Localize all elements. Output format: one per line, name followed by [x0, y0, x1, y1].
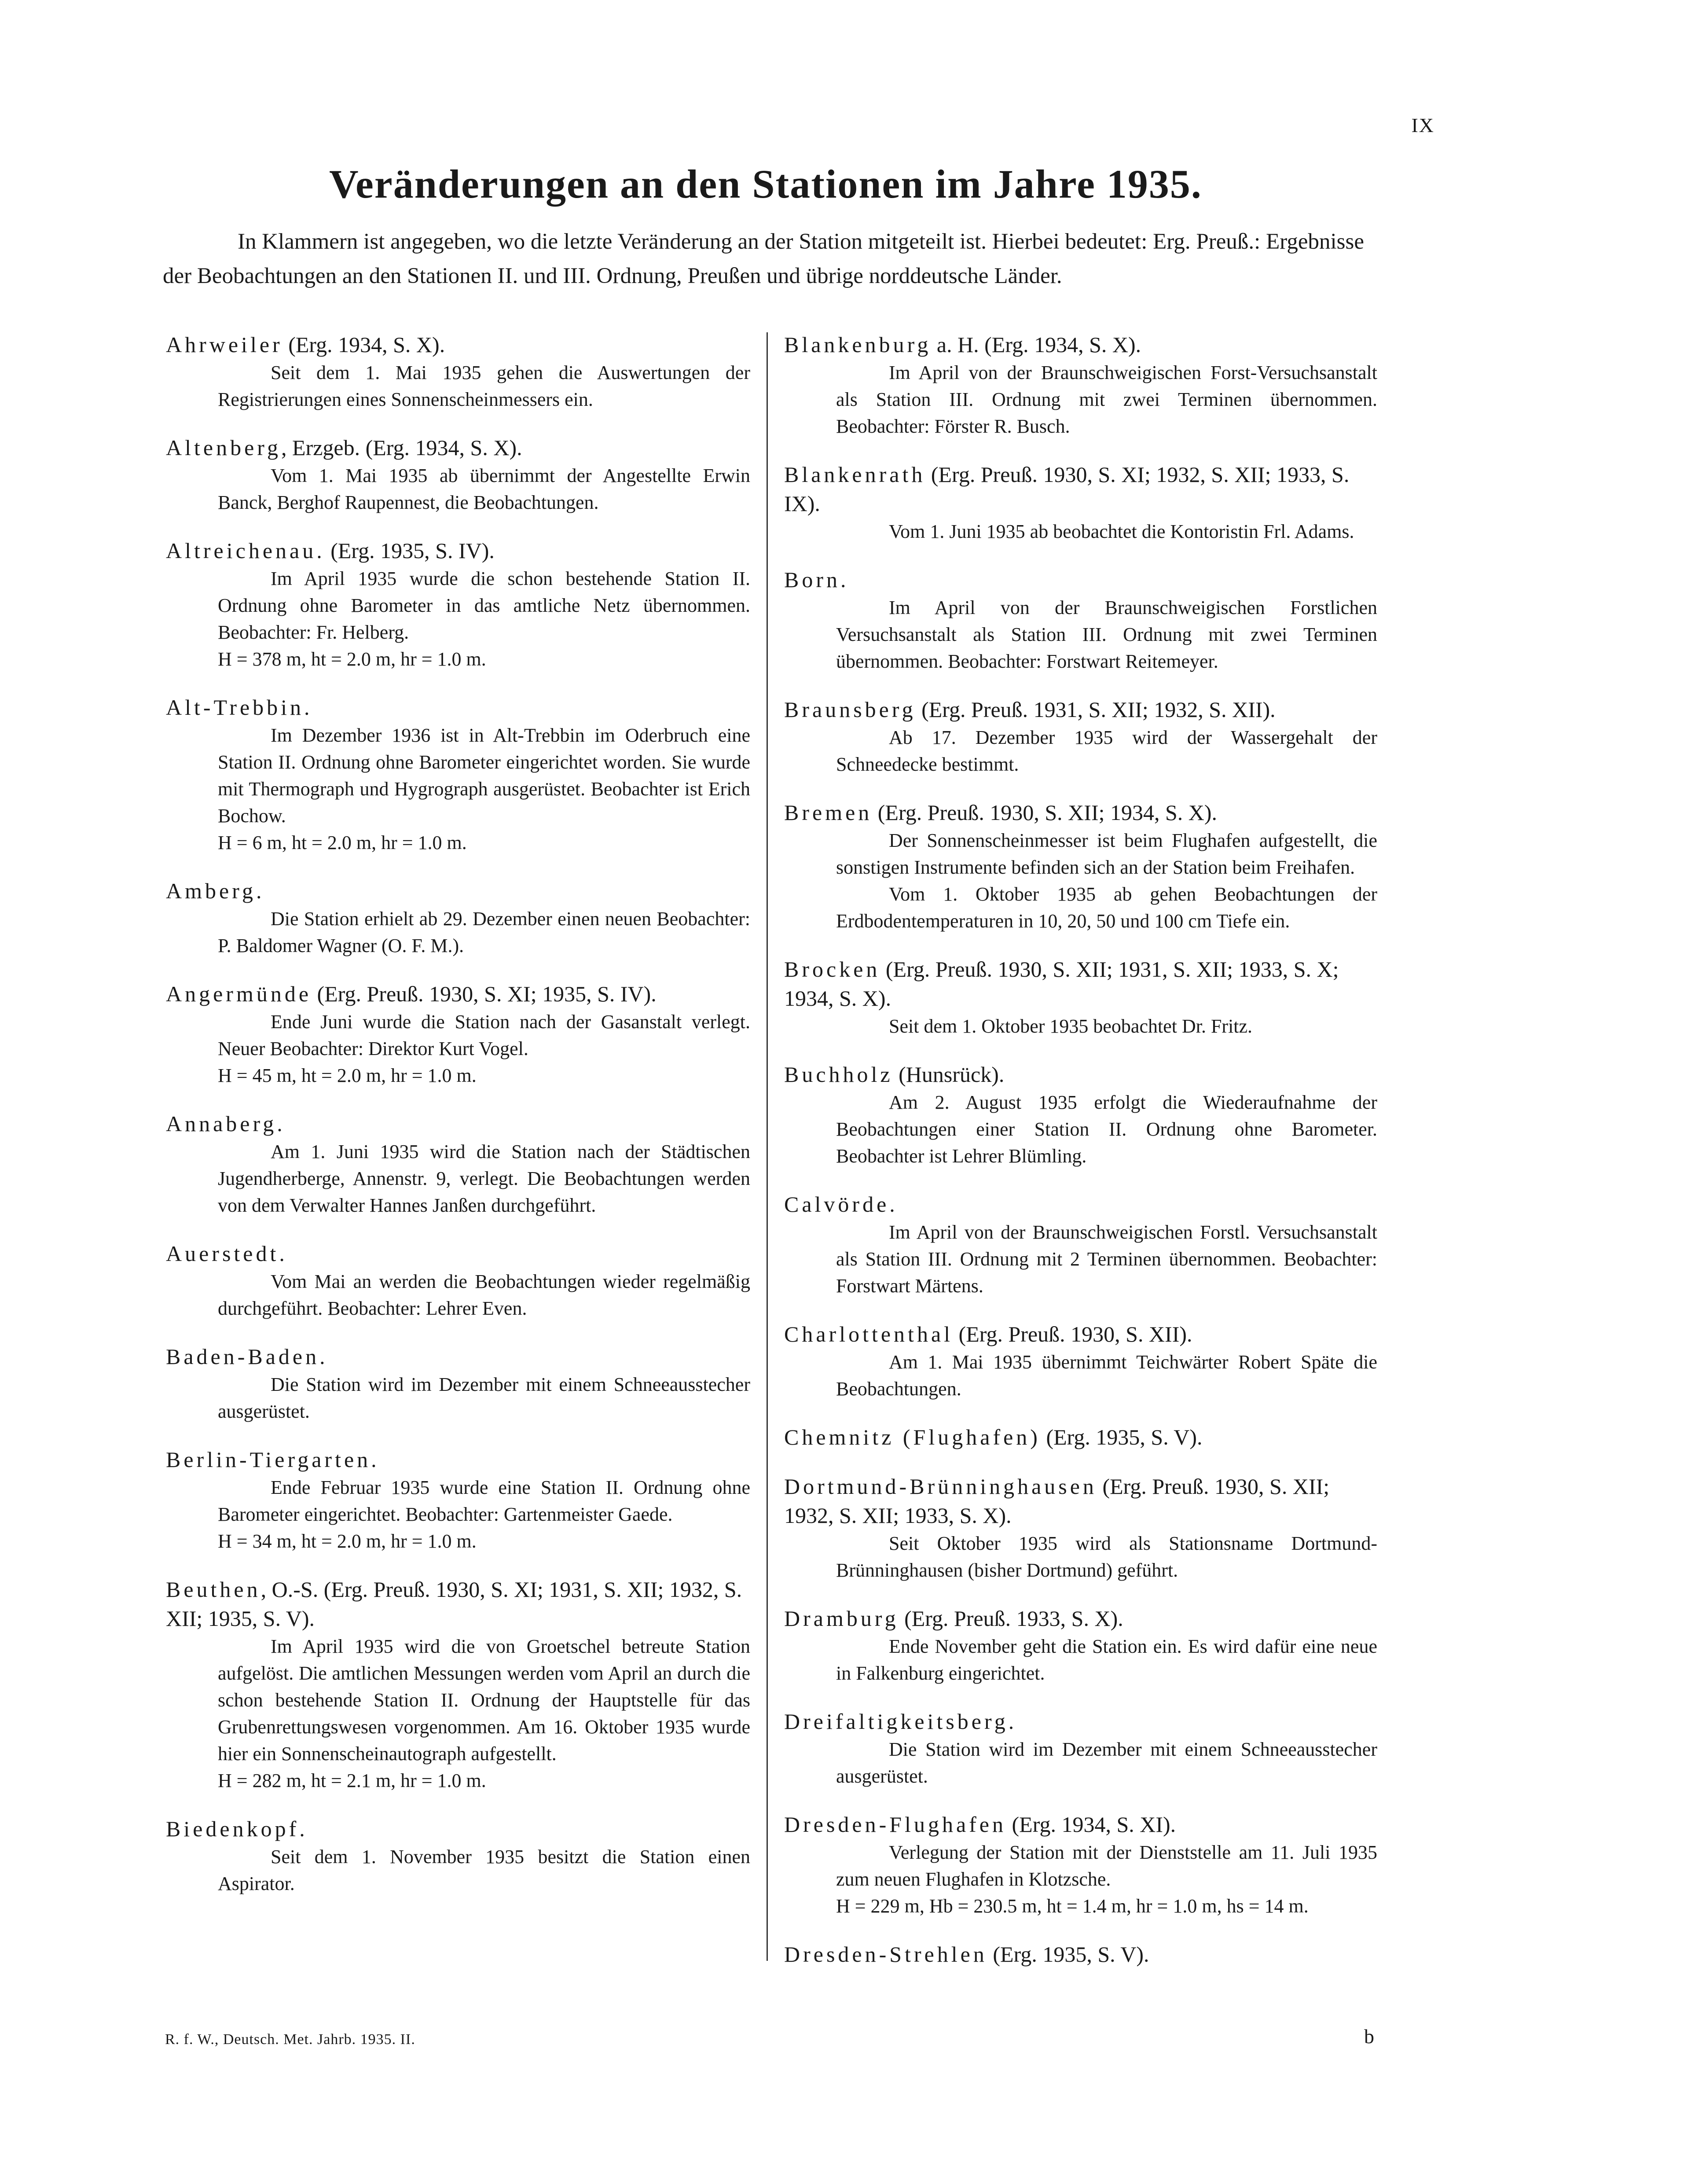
station-name: Born.	[784, 567, 849, 592]
station-heading	[165, 433, 750, 462]
station-name: Amberg.	[166, 879, 265, 903]
station-note: Ende Juni wurde die Station nach der Gasanstalt verlegt. Neuer Beobachter: Direktor Kurt Vogel.	[218, 1011, 750, 1059]
station-name: Blankenrath	[784, 462, 926, 487]
station-reference: , Erzgeb. (Erg. 1934, S. X).	[281, 435, 522, 460]
station-note: Die Station erhielt ab 29. Dezember einen neuen Beobachter: P. Baldomer Wagner (O. F. M.).	[218, 908, 750, 956]
station-note: Die Station wird im Dezember mit einem Schneeausstecher ausgerüstet.	[836, 1739, 1377, 1787]
station-heading	[783, 1190, 1377, 1219]
station-reference: a. H. (Erg. 1934, S. X).	[931, 332, 1141, 357]
station-note: Seit dem 1. Oktober 1935 beobachtet Dr. Fritz.	[889, 1015, 1253, 1037]
station-heights: H = 378 m, ht = 2.0 m, hr = 1.0 m.	[218, 648, 486, 670]
station-note: Am 1. Mai 1935 übernimmt Teichwärter Robert Späte die Beobachtungen.	[836, 1351, 1377, 1400]
station-heading	[783, 1707, 1377, 1736]
station-reference: (Erg. Preuß. 1930, S. XII).	[953, 1322, 1192, 1346]
station-reference: (Erg. 1935, S. V).	[987, 1942, 1149, 1967]
station-name: Braunsberg	[784, 697, 916, 722]
station-entry	[165, 1239, 750, 1322]
station-entry	[783, 565, 1377, 675]
station-entry	[165, 1445, 750, 1555]
station-heading	[783, 1810, 1377, 1839]
station-reference: (Erg. 1934, S. XI).	[1006, 1812, 1176, 1837]
station-name: Auerstedt.	[166, 1241, 288, 1266]
station-reference: (Erg. 1935, S. IV).	[325, 538, 495, 563]
station-entry	[783, 1940, 1377, 1969]
station-name: Biedenkopf.	[166, 1816, 308, 1841]
station-entry	[783, 1190, 1377, 1299]
station-heading	[783, 955, 1377, 1013]
station-entry	[783, 1707, 1377, 1790]
station-name: Ahrweiler	[166, 332, 283, 357]
station-note: Vom 1. Juni 1935 ab beobachtet die Kontoristin Frl. Adams.	[889, 521, 1354, 542]
station-entry	[783, 798, 1377, 934]
station-reference: (Erg. Preuß. 1930, S. XI; 1932, S. XII; 1933, S. IX).	[784, 462, 1350, 516]
station-entry	[783, 1472, 1377, 1584]
station-name: Alt-Trebbin.	[166, 695, 313, 720]
station-reference: (Erg. Preuß. 1930, S. XI; 1935, S. IV).	[312, 982, 657, 1006]
station-heading	[165, 1445, 750, 1474]
station-reference: (Erg. Preuß. 1930, S. XII; 1934, S. X).	[872, 800, 1218, 825]
right-column	[783, 330, 1377, 1989]
station-note: Ab 17. Dezember 1935 wird der Wassergehalt der Schneedecke bestimmt.	[836, 727, 1377, 775]
station-heading	[783, 460, 1377, 518]
page-title: Veränderungen an den Stationen im Jahre 1935.	[329, 162, 1202, 206]
station-note: Verlegung der Station mit der Dienststelle am 11. Juli 1935 zum neuen Flughafen in Klotzsche.	[836, 1842, 1377, 1890]
station-entry	[165, 433, 750, 516]
station-entry	[783, 1810, 1377, 1919]
footer-citation: R. f. W., Deutsch. Met. Jahrb. 1935. II.	[165, 2031, 415, 2048]
station-entry	[165, 979, 750, 1089]
station-heading	[165, 330, 750, 359]
station-entry	[783, 1320, 1377, 1402]
station-name: Altenberg	[166, 435, 282, 460]
station-reference: (Erg. Preuß. 1933, S. X).	[899, 1606, 1123, 1631]
station-note: Der Sonnenscheinmesser ist beim Flughafen aufgestellt, die sonstigen Instrumente befinden sich an der Station beim Freihafen.	[836, 830, 1377, 878]
station-reference: , O.-S. (Erg. Preuß. 1930, S. XI; 1931, S. XII; 1932, S. XII; 1935, S. V).	[166, 1577, 742, 1631]
station-note: Im April 1935 wird die von Groetschel betreute Station aufgelöst. Die amtlichen Messungen werden vom April an durch die schon bestehende Station II. Ordnung der Hauptstelle für das Grubenrettungswesen vorgenommen. Am 16. Oktober 1935 wurde hier ein Sonnenscheinautograph aufgestellt.	[218, 1636, 750, 1765]
station-note: Ende Februar 1935 wurde eine Station II. Ordnung ohne Barometer eingerichtet. Beobachter: Gartenmeister Gaede.	[218, 1477, 750, 1525]
station-name: Dortmund-Brünninghausen	[784, 1474, 1097, 1499]
station-entry	[783, 1060, 1377, 1169]
station-name: Buchholz	[784, 1062, 893, 1087]
station-name: Calvörde.	[784, 1192, 898, 1217]
station-note: Im Dezember 1936 ist in Alt-Trebbin im Oderbruch eine Station II. Ordnung ohne Barometer eingerichtet worden. Sie wurde mit Thermograph und Hygrograph ausgerüstet. Beobachter ist Erich Bochow.	[218, 724, 750, 827]
station-entry	[165, 876, 750, 959]
station-note: Im April 1935 wurde die schon bestehende Station II. Ordnung ohne Barometer in das amtliche Netz übernommen. Beobachter: Fr. Helberg.	[218, 568, 750, 643]
station-entry	[165, 1575, 750, 1794]
station-heading	[165, 1575, 750, 1633]
station-entry	[165, 1814, 750, 1897]
station-name: Dresden-Flughafen	[784, 1812, 1006, 1837]
station-entry	[165, 536, 750, 673]
station-entry	[783, 695, 1377, 778]
station-note: Ende November geht die Station ein. Es wird dafür eine neue in Falkenburg eingerichtet.	[836, 1636, 1377, 1684]
station-heading	[783, 1472, 1377, 1530]
station-heading	[165, 979, 750, 1008]
station-note: Am 1. Juni 1935 wird die Station nach der Städtischen Jugendherberge, Annenstr. 9, verlegt. Die Beobachtungen werden von dem Verwalter Hannes Janßen durchgeführt.	[218, 1141, 750, 1216]
station-entry	[783, 330, 1377, 440]
station-entry	[165, 693, 750, 856]
station-heading	[783, 1060, 1377, 1089]
station-heading	[783, 1320, 1377, 1349]
station-heading	[165, 536, 750, 565]
station-heading	[783, 695, 1377, 724]
station-name: Chemnitz (Flughafen)	[784, 1425, 1041, 1449]
station-name: Charlottenthal	[784, 1322, 954, 1346]
station-name: Annaberg.	[166, 1111, 286, 1136]
station-heading	[783, 565, 1377, 594]
station-heights: H = 6 m, ht = 2.0 m, hr = 1.0 m.	[218, 832, 467, 853]
station-reference: (Hunsrück).	[893, 1062, 1005, 1087]
station-heading	[783, 1604, 1377, 1633]
station-heading	[783, 798, 1377, 827]
station-name: Dreifaltigkeitsberg.	[784, 1709, 1017, 1734]
station-reference: (Erg. 1935, S. V).	[1040, 1425, 1203, 1449]
station-heights: H = 45 m, ht = 2.0 m, hr = 1.0 m.	[218, 1065, 477, 1086]
station-name: Dresden-Strehlen	[784, 1942, 987, 1967]
station-name: Berlin-Tiergarten.	[166, 1447, 380, 1472]
station-note: Seit Oktober 1935 wird als Stationsname Dortmund-Brünninghausen (bisher Dortmund) geführt.	[836, 1533, 1377, 1581]
station-name: Baden-Baden.	[166, 1344, 328, 1369]
station-note: Im April von der Braunschweigischen Forstlichen Versuchsanstalt als Station III. Ordnung mit zwei Terminen übernommen. Beobachter: Forstwart Reitemeyer.	[836, 597, 1377, 672]
column-divider	[767, 332, 768, 1961]
station-entry	[783, 460, 1377, 545]
station-entry	[783, 1604, 1377, 1687]
station-heading	[165, 876, 750, 905]
station-name: Beuthen	[166, 1577, 261, 1602]
station-entry	[165, 1342, 750, 1425]
left-column	[165, 330, 750, 1917]
station-heading	[783, 1940, 1377, 1969]
station-note: Seit dem 1. Mai 1935 gehen die Auswertungen der Registrierungen eines Sonnenscheinmessers ein.	[218, 362, 750, 410]
station-note: Am 2. August 1935 erfolgt die Wiederaufnahme der Beobachtungen einer Station II. Ordnung ohne Barometer. Beobachter ist Lehrer Blümling.	[836, 1092, 1377, 1167]
station-note: Seit dem 1. November 1935 besitzt die Station einen Aspirator.	[218, 1846, 750, 1894]
station-entry	[165, 1109, 750, 1219]
station-note: Im April von der Braunschweigischen Forst-Versuchsanstalt als Station III. Ordnung mit zwei Terminen übernommen. Beobachter: Förster R. Busch.	[836, 362, 1377, 437]
station-name: Altreichenau.	[166, 538, 325, 563]
station-name: Brocken	[784, 957, 880, 982]
station-note: Vom Mai an werden die Beobachtungen wieder regelmäßig durchgeführt. Beobachter: Lehrer Even.	[218, 1271, 750, 1319]
station-reference: (Erg. Preuß. 1930, S. XII; 1931, S. XII; 1933, S. X; 1934, S. X).	[784, 957, 1339, 1011]
station-heading	[165, 1342, 750, 1371]
station-note: Im April von der Braunschweigischen Forstl. Versuchsanstalt als Station III. Ordnung mit 2 Terminen übernommen. Beobachter: Forstwart Märtens.	[836, 1221, 1377, 1297]
station-note: Vom 1. Mai 1935 ab übernimmt der Angestellte Erwin Banck, Berghof Raupennest, die Beobachtungen.	[218, 465, 750, 513]
station-heights: H = 282 m, ht = 2.1 m, hr = 1.0 m.	[218, 1770, 486, 1791]
station-entry	[783, 1423, 1377, 1452]
station-entry	[165, 330, 750, 413]
footer-signature-mark: b	[1364, 2025, 1374, 2048]
station-heights: H = 229 m, Hb = 230.5 m, ht = 1.4 m, hr = 1.0 m, hs = 14 m.	[836, 1895, 1309, 1917]
station-name: Angermünde	[166, 982, 312, 1006]
intro-paragraph: In Klammern ist angegeben, wo die letzte Veränderung an der Station mitgeteilt ist. Hierbei bedeutet: Erg. Preuß.: Ergebnisse der Beobachtungen an den Stationen II. und III. Ordnung, Preußen und übrige norddeutsche Länder.	[163, 229, 1364, 288]
station-name: Blankenburg	[784, 332, 932, 357]
station-reference: (Erg. Preuß. 1930, S. XII; 1932, S. XII; 1933, S. X).	[784, 1474, 1330, 1528]
station-heading	[165, 1814, 750, 1843]
station-heading	[165, 693, 750, 722]
station-heading	[783, 330, 1377, 359]
station-name: Bremen	[784, 800, 873, 825]
station-note: Vom 1. Oktober 1935 ab gehen Beobachtungen der Erdbodentemperaturen in 10, 20, 50 und 100 cm Tiefe ein.	[836, 883, 1377, 932]
station-heading	[165, 1109, 750, 1138]
page-number: IX	[1411, 114, 1434, 136]
station-note: Die Station wird im Dezember mit einem Schneeausstecher ausgerüstet.	[218, 1374, 750, 1422]
station-heading	[165, 1239, 750, 1268]
station-name: Dramburg	[784, 1606, 899, 1631]
station-entry	[783, 955, 1377, 1040]
station-heading	[783, 1423, 1377, 1452]
station-reference: (Erg. 1934, S. X).	[282, 332, 445, 357]
station-heights: H = 34 m, ht = 2.0 m, hr = 1.0 m.	[218, 1530, 477, 1552]
station-reference: (Erg. Preuß. 1931, S. XII; 1932, S. XII).	[916, 697, 1276, 722]
